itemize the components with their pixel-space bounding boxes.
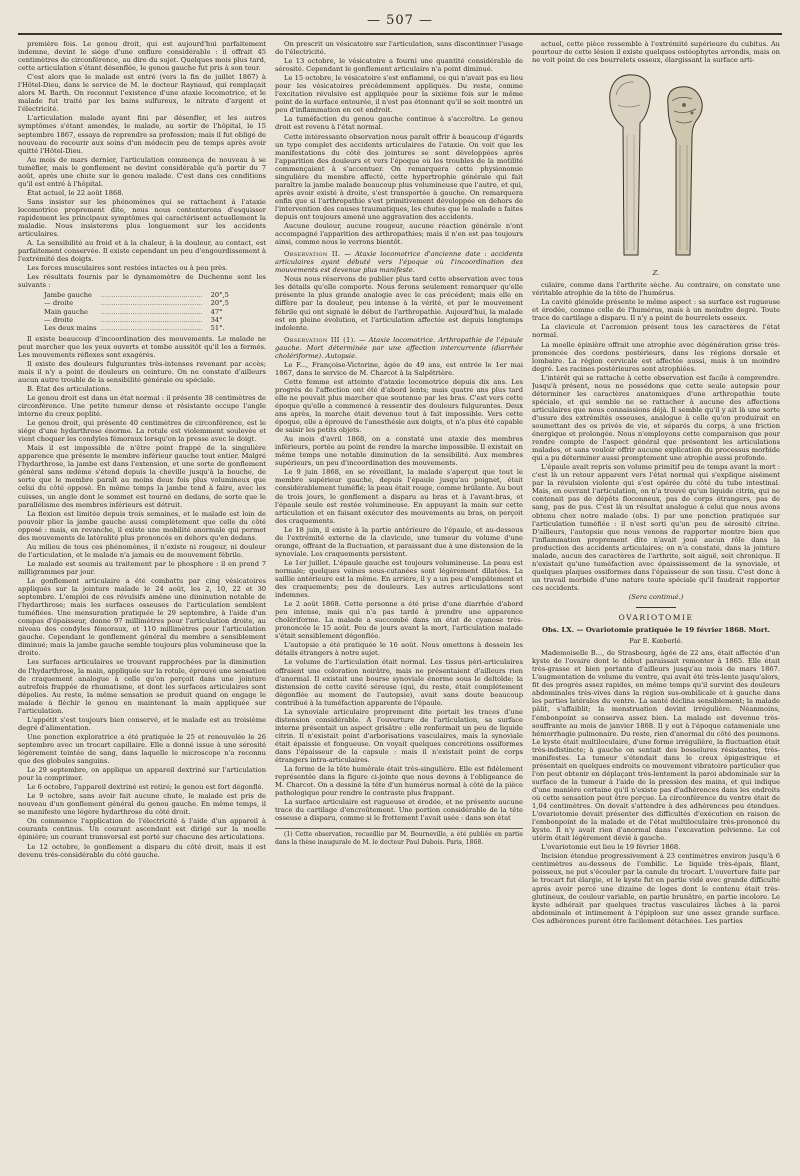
measure-row: [42, 308, 231, 316]
paragraph: Le 2 août 1868. Cette personne a été prise d'une diarrhée d'abord peu intense, mais qui n'a pas tardé à prendre une apparence cholériforme. La malade a succombé dans un état de cyanose très-prononcée le 15 août. Peu de jours avant la mort, l'articulation malade s'était sensiblement dégonflée.: [275, 600, 523, 641]
paragraph: C'est alors que le malade est entré (vers la fin de juillet 1867) à l'Hôtel-Dieu, dans le service de M. le docteur Raynaud, qui remplaçait alors M. Barth. On reconnut l'existence d'une ataxie locomotrice, et le malade fut traité par les bains sulfureux, le nitrate d'argent et l'électricité.: [18, 73, 266, 114]
article-author: Par E. Kœberlé.: [629, 637, 683, 646]
paragraph: Le 1er juillet. L'épaule gauche est toujours volumineuse. La peau est normale; quelques veines sous-cutanées sont légèrement dilatées. La saillie antérieure est la même. En arrière, il y a un peu d'empâtement et des craquements; peu de douleurs. Les autres articulations sont indemnes.: [275, 558, 523, 600]
measure-label: — droite: [44, 299, 74, 308]
measure-label: Jambe gauche: [44, 291, 92, 300]
leader-dots: ................................................: [100, 307, 203, 316]
observation-2-label: Observation II.: [284, 250, 341, 259]
paragraph: actuel, cette pièce ressemble à l'extrémité supérieure du cubitus. Au pourtour de cette lésion il existe quelques ostéophytes arrondis, mais on ne voit point de ces bourrelets osseux, élargissant la surface arti-: [532, 40, 780, 65]
paragraph: Le F..., Françoise-Victorine, âgée de 49 ans, est entrée le 1er mai 1867, dans le service de M. Charcot à la Salpêtrière.: [275, 360, 523, 377]
column-2: [275, 40, 523, 1168]
measure-row: [42, 291, 231, 299]
paragraph: Sans insister sur les phénomènes qui se rattachent à l'ataxie locomotrice proprement dite, nous nous contenterons d'esquisser rapidement les principaux symptômes qui caractérisent actuellement la maladie. Nous insisterons plus longuement sur les accidents articulaires.: [18, 197, 266, 239]
measure-value: 20°,5: [210, 299, 229, 308]
paragraph: Mais il est impossible de n'être point frappé de la singulière apparence que présente le membre inférieur gauche tout entier. Malgré l'hydarthrose, la jambe est dans l'extension, et une sorte de gonflement général sans œdème s'étend depuis la cheville jusqu'à la bouche, de sorte que le membre paraît au moins deux fois plus volumineux que celui du côté opposé. En même temps la jambe tend à faire, avec les cuisses, un angle dont le sommet est tourné en dedans, de sorte que le parallélisme des membres inférieurs est détruit.: [18, 444, 266, 509]
paragraph: La flexion est limitée depuis trois semaines, et le malade est loin de pouvoir plier la jambe gauche aussi complètement que celle du côté opposé : mais, en revanche, il existe une mobilité anormale qui permet des mouvements de latéralité plus prononcés en dehors qu'en dedans.: [18, 509, 266, 542]
observation-3-title: — Ataxie locomotrice. Arthropathie de l'épaule gauche. Mort déterminée par une affection intercurrente (diarrhée cholériforme). Autopsie.: [275, 335, 523, 360]
paragraph: La clavicule et l'acromion présent tous les caractères de l'état normal.: [532, 323, 780, 340]
paragraph: Le 29 septembre, on applique un appareil dextriné sur l'articulation pour la comprimer.: [18, 766, 266, 783]
leader-dots: ................................................: [100, 323, 203, 332]
paragraph: première fois. Le genou droit, qui est aujourd'hui parfaitement indemne, devint le siége d'une enflure considérable : il offrait 45 centimètres de circonférence, au dire du sujet. Quelques mois plus tard, cette articulation s'étant désenflée, le genou gauche fut pris à son tour.: [18, 40, 266, 73]
paragraph: La moelle épinière offrait une atrophie avec dégénération grise très-prononcée des cordons postérieurs, dans les régions dorsale et lombaire. La région cervicale est affectée aussi, mais à un moindre degré. Les racines postérieures sont atrophiées.: [532, 340, 780, 373]
observation-60-heading: Obs. LX. — Ovariotomie pratiquée le 19 février 1868. Mort.: [541, 626, 771, 635]
diseased-humerus-head: [668, 87, 703, 255]
paragraph: Le 15 octobre, le vésicatoire s'est enflammé, ce qui n'avait pas eu lieu pour les vésicatoires précédemment appliqués. Du reste, comme l'excitation révulsive est appliquée pour la sixième fois sur le même point de la surface entourée, il n'est pas étonnant qu'il se soit montré un peu d'inflammation en cet endroit.: [275, 74, 523, 115]
measure-value: 34°: [210, 315, 223, 324]
paragraph: La cavité glénoïde présente le même aspect : sa surface est rugueuse et érodée, comme celle de l'humérus, mais à un moindre degré. Toute trace de cartilage a disparu. Il n'y a point de bourrelets osseux.: [532, 298, 780, 323]
paragraph: Les résultats fournis par le dynamomètre de Duchenne sont les suivants :: [18, 273, 266, 290]
humerus-figure: [596, 65, 716, 265]
paragraph: La surface articulaire est rugueuse et érodée, et ne présente aucune trace du cartilage d'encroûtement. Une portion considérable de la tête osseuse a disparu, comme si le frottement l'avait usée : dans son état: [275, 798, 523, 823]
col1-paragraphs-b: [18, 335, 266, 859]
col2-paragraphs-a: [275, 40, 523, 246]
paragraph: Incision étendue progressivement à 23 centimètres environ jusqu'à 6 centimètres au-dessous de l'ombilic. Le liquide très-épais, filant, poisseux, ne put s'écouler par la canule du trocart. L'ouverture faite par le trocart fut élargie, et le kyste fut en partie vidé avec grande difficulté après avoir percé une dizaine de loges dont le contenu était très-glutineux, de couleur variable, en partie brunâtre, en partie incolore. Le kyste adhérait par quelques tractus vasculaires lâches à la paroi abdominale et intimement à l'épiploon sur une assez grande surface. Ces adhérences purent être facilement détachées. Les parties: [532, 852, 780, 925]
measure-value: 51°.: [210, 323, 225, 332]
leader-dots: ................................................: [100, 315, 203, 324]
paragraph: Nous nous réservons de publier plus tard cette observation avec tous les détails qu'elle comporte. Nous ferons seulement remarquer qu'elle présente la plus grande analogie avec le cas précédent; mais elle en diffère par la douleur, peu intense à la vérité, et par le mouvement fébrile qui ont signalé le début de l'arthropathie. Aujourd'hui, la malade est en pleine évolution, et l'articulation affectée est depuis longtemps indolente.: [275, 275, 523, 332]
column-1: [18, 40, 266, 1168]
paragraph: B. État des articulations.: [27, 384, 112, 393]
column-3: [532, 40, 780, 1168]
paragraph: L'ovariotomie eut lieu le 19 février 1868.: [541, 843, 681, 852]
paragraph: Aucune douleur, aucune rougeur, aucune réaction générale n'ont accompagné l'apparition des arthropathies; mais il n'en est pas toujours ainsi, comme nous le verrons bientôt.: [275, 222, 523, 247]
paragraph: culaire, comme dans l'arthrite sèche. Au contraire, on constate une véritable atrophie de la tête de l'humérus.: [532, 281, 780, 298]
col3-paragraphs-c: [532, 649, 780, 925]
paragraph: Au milieu de tous ces phénomènes, il n'existe ni rougeur, ni douleur de l'articulation, et le malade n'a jamais eu de mouvement fébrile.: [18, 542, 266, 559]
paragraph: Le genou droit, qui présente 40 centimètres de circonférence, est le siége d'une hydarthrose énorme. La rotule est violemment soulevée et vient choquer les condyles fémoraux lorsqu'on la presse avec le doigt.: [18, 419, 266, 444]
paragraph: Cette femme est atteinte d'ataxie locomotrice depuis dix ans. Les progrès de l'affection ont été d'abord lents; mais quatre ans plus tard elle ne pouvait plus marcher que soutenue par les bras. C'est vers cette époque qu'elle a commencé à ressentir des douleurs fulgurantes. Deux ans après, la marche était devenue tout à fait impossible. Vers cette époque, elle a éprouvé de l'anesthésie aux doigts, et n'a plus été capable de saisir les petits objets.: [275, 377, 523, 435]
paragraph: Au mois de mars dernier, l'articulation commença de nouveau à se tuméfier, mais le gonflement ne devint considérable qu'à partir du 7 août, après une chute sur le genou malade. C'est dans ces conditions qu'il est entré à l'hôpital.: [18, 155, 266, 188]
paragraph: Le malade est soumis au traitement par le phosphore : il en prend 7 milligrammes par jour.: [18, 559, 266, 576]
paragraph: La forme de la tête humérale était très-singulière. Elle est fidèlement représentée dans la figure ci-jointe que nous devons à l'obligeance de M. Charcot. On a dessiné la tête d'un humérus normal à côté de la pièce pathologique pour rendre le contraste plus frappant.: [275, 765, 523, 798]
paragraph: Il existe des douleurs fulgurantes très-intenses revenant par accès; mais il n'y a point de douleurs en ceinture. On ne constate d'ailleurs aucun autre trouble de la sensibilité générale ou spéciale.: [18, 359, 266, 384]
leader-dots: ................................................: [100, 291, 203, 300]
paragraph: Le genou droit est dans un état normal : il présente 38 centimètres de circonférence. Une petite tumeur dense et résistante occupe l'angle interne du creux poplité.: [18, 393, 266, 419]
figure-label: Z.: [652, 269, 660, 278]
section-title: OVARIOTOMIE: [618, 613, 694, 623]
paragraph: L'articulation malade ayant fini par désenfler, et les autres symptômes s'étant amendés, le malade, au sortir de l'hôpital, le 15 septembre 1867, essaya de reprendre sa profession; mais il fut obligé de nouveau de recourir aux soins d'un médecin peu de temps après avoir quitté l'Hôtel-Dieu.: [18, 114, 266, 155]
paragraph: Le 13 octobre, le vésicatoire a fourni une quantité considérable de sérosité. Cependant le gonflement articulaire n'a point diminué.: [275, 57, 523, 74]
paragraph: L'épaule avait repris son volume primitif peu de temps avant la mort : c'est là un retour apparent vers l'état normal qui s'explique aisément par la révulsion violente qui s'est opérée du côté du tube intestinal. Mais, en ouvrant l'articulation, on n'a trouvé qu'un liquide citrin, qui ne contenait pas de dépôts floconneux, pas de corps étrangers, pas de sang, pas de pus. C'est là un résultat analogue à celui que nous avons obtenu chez notre malade (obs. I) par une ponction pratiquée sur l'articulation tuméfiée : il n'est sorti qu'un peu de sérosité citrine. D'ailleurs, l'autopsie que nous venons de rapporter montre bien que l'inflammation proprement dite n'avait joué aucun rôle dans la production des accidents articulaires; on n'a constaté, dans la jointure malade, aucun des caractères de l'arthrite, soit aiguë, soit chronique. Il n'existait qu'une tuméfaction avec épaississement de la synoviale, et quelques plaques ossiformes dans l'épaisseur de son tissu. C'est donc à un travail morbide d'une nature toute spéciale qu'il faudrait rapporter ces accidents.: [532, 463, 780, 592]
paragraph: Le 9 juin 1868, en se réveillant, la malade s'aperçut que tout le membre supérieur gauche, depuis l'épaule jusqu'au poignet, était considérablement tuméfié; la peau était rouge, comme brûlante. Au bout de trois jours, le gonflement a disparu au bras et à l'avant-bras, et l'épaule seule est restée volumineuse. En appuyant la main sur cette articulation et en faisant exécuter des mouvements au bras, on perçoit des craquements.: [275, 468, 523, 525]
paragraph: Le volume de l'articulation était normal. Les tissus péri-articulaires offraient une coloration noirâtre, mais ne présentaient d'ailleurs rien d'anormal. Il existait une bourse synoviale énorme sous le deltoïde; la distension de cette cavité séreuse (qui, du reste, était complétement dégonflée au moment de l'autopsie), avait sans doute beaucoup contribué à la tuméfaction apparente de l'épaule.: [275, 658, 523, 707]
leader-dots: ................................................: [100, 299, 203, 308]
paragraph: Le 12 octobre, le gonflement a disparu du côté droit, mais il est devenu très-considérable du côté gauche.: [18, 842, 266, 859]
paragraph: Il existe beaucoup d'incoordination des mouvements. Le malade ne peut marcher que les yeux ouverts et tombe aussitôt qu'il les a fermés. Les mouvements réflexes sont exagérés.: [18, 334, 266, 359]
page-number: — 507 —: [366, 13, 434, 28]
measure-row: [42, 324, 231, 332]
paragraph: État actuel, le 22 août 1868.: [27, 188, 124, 197]
paragraph: Une ponction exploratrice a été pratiquée le 25 et renouvelée le 26 septembre avec un trocart capillaire. Elle a donné issue à une sérosité légèrement teintée de sang, dans laquelle le microscope n'a reconnu que des globules sanguins.: [18, 732, 266, 766]
header-rule: [18, 33, 782, 35]
paragraph: L'intérêt qui se rattache à cette observation est facile à comprendre. Jusqu'à présent, nous ne possédons que cette seule autopsie pour déterminer les caractères anatomiques d'une arthropathie toute spéciale, et qui semble ne se rattacher à aucune des affections articulaires que nous connaissions déjà. Il semble qu'il y ait là une sorte d'usure des extrémités osseuses, analogue à celle qu'on produirait en soumettant des os privés de vie, et séparés du corps, à une friction énergique et prolongée. Nous n'employons cette comparaison que pour rendre compte de l'aspect général que présentent les articulations malades, et sans vouloir offrir aucune explication du processus morbide qui a pu déterminer aussi promptement une atrophie aussi profonde.: [532, 373, 780, 463]
footnote: (1) Cette observation, recueillie par M. Bourneville, a été publiée en partie dans la thèse inaugurale de M. le docteur Paul Dubois. Paris, 1868.: [275, 828, 523, 845]
measure-value: 20°,5: [210, 291, 229, 300]
paragraph: Mademoiselle B..., de Strasbourg, âgée de 22 ans, était affectée d'un kyste de l'ovaire dont le début paraissait remonter à 1865. Elle était très-grasse et bien portante d'ailleurs jusqu'au mois de mars 1867. L'augmentation de volume du ventre, qui avait été très-lente jusqu'alors, fit des progrès assez rapides, en même temps qu'il survint des douleurs abdominales très-vives dans la région sus-ombilicale et à gauche dans les parties latérales du ventre. La santé déclina sensiblement; la malade pâlit, s'affaiblit; la menstruation devint irrégulière. Néanmoins, l'embonpoint se conserva assez bien. La malade est devenue très-souffrante au mois de janvier 1868. Il y eut à l'époque catameniale une hémorrhagie pulmonaire. Du reste, rien d'anormal du côté des poumons. Le kyste était multiloculaire, d'une forme irrégulière, la fluctuation était très-indistincte; à gauche on sentait des bosselures résistantes, très-manifestes. La tumeur s'étendait dans le creux épigastrique et présentait en quelques endroits ce mouvement vibratoire particulier que l'on peut obtenir en déplaçant très-lentement la paroi abdominale sur la surface de la tumeur à l'aide de la pression des mains, et qui indique d'une manière certaine qu'il n'existe pas d'adhérences dans les endroits où cette sensation peut être perçue. La circonférence du ventre était de 1,04 centimètres. On devait s'attendre à des adhérences peu étendues. L'ovariotomie devait présenter des difficultés d'exécution en raison de l'embonpoint de la malade et de l'état multiloculaire très-prononcé du kyste. Il n'y avait rien d'anormal dans l'excavation pelvienne. Le col utérin était légèrement dévié à gauche.: [532, 649, 780, 843]
col2-paragraphs-c: [275, 361, 523, 823]
observation-2-title: — Ataxie locomotrice d'ancienne date : accidents articulaires ayant débuté vers l'époque où l'incoordination des mouvements est devenue plus manifeste.: [275, 250, 523, 275]
dynamometer-table: [42, 291, 231, 331]
section-rule: [636, 607, 676, 608]
col1-paragraphs-a: [18, 40, 266, 289]
paragraph: Le 9 octobre, sans avoir fait aucune chute, le malade est pris de nouveau d'un gonflement général du genou gauche. En même temps, il se manifeste une légère hydarthrose du côté droit.: [18, 792, 266, 817]
paragraph: Au mois d'avril 1868, on a constaté une ataxie des membres inférieurs, portée au point de rendre la marche impossible. Il existait en même temps une notable diminution de la sensibilité. Aux membres supérieurs, un peu d'incoordination des mouvements.: [275, 435, 523, 468]
text-columns: [18, 40, 782, 1168]
measure-label: — droite: [44, 315, 74, 324]
col3-paragraphs-b: [532, 281, 780, 592]
measure-row: [42, 316, 231, 324]
paragraph: Le 18 juin, il existe à la partie antérieure de l'épaule, et au-dessous de l'extrémité externe de la clavicule, une tumeur du volume d'une orange, offrant de la fluctuation, et paraissant due à une distension de la synoviale. Les craquements persistent.: [275, 525, 523, 558]
continued-note: (Sera continué.): [628, 592, 684, 601]
observation-3-heading: [275, 336, 523, 360]
paragraph: L'autopsie a été pratiquée le 16 août. Nous omettons à dessein les détails étrangers à notre sujet.: [275, 641, 523, 658]
paragraph: La synoviale articulaire proprement dite portait les traces d'une distension considérable. A l'ouverture de l'articulation, sa surface interne présentait un aspect grisâtre : elle renfermait un peu de liquide citrin. Il n'existait point d'arborisations vasculaires, mais la synoviale était épaissie et fongueuse. On voyait quelques concrétions ossiformes dans l'épaisseur de la capsule : mais il n'existait point de corps étrangers intra-articulaires.: [275, 707, 523, 765]
paragraph: Le 6 octobre, l'appareil dextriné est retiré; le genou est fort dégonflé.: [27, 783, 264, 792]
paragraph: Cette intéressante observation nous paraît offrir à beaucoup d'égards un type complet des accidents articulaires de l'ataxie. On voit que les manifestations du côté des jointures se sont développées après l'apparition des douleurs et vers l'époque où les troubles de la motilité commençaient à s'accentuer. On remarquera cette physionomie singulière du membre affecté, cette hypertrophie générale qui fait paraître la jambe malade beaucoup plus volumineuse que l'autre, et qui, après avoir existé à droite, s'est transportée à gauche. On remarquera enfin que si l'arthropathie s'est primitivement développée en dehors de l'intervention des causes traumatiques, les chutes que le malade a faites depuis ont toujours amené une aggravation des accidents.: [275, 132, 523, 221]
paragraph: Les forces musculaires sont restées intactes ou à peu près.: [27, 264, 228, 273]
measure-value: 47°: [210, 307, 223, 316]
paragraph: On prescrit un vésicatoire sur l'articulation, sans discontinuer l'usage de l'électricité.: [275, 40, 523, 57]
col3-paragraphs-a: [532, 40, 780, 64]
measure-label: Main gauche: [44, 307, 88, 316]
measure-row: [42, 299, 231, 307]
col2-paragraphs-b: [275, 275, 523, 331]
observation-2-heading: [275, 250, 523, 274]
paragraph: La tuméfaction du genou gauche continue à s'accroître. Le genou droit est revenu à l'état normal.: [275, 115, 523, 132]
measure-label: Les deux mains: [44, 323, 97, 332]
observation-3-label: Observation III (1).: [284, 335, 356, 344]
paragraph: Les surfaces articulaires se trouvant rapprochées par la diminution de l'hydarthrose, la main, appliquée sur la rotule, éprouvé une sensation de craquement analogue à celle qu'on perçoit dans une jointure autrefois frappée de rhumatisme, et dont les surfaces articulaires sont dépolies. Au reste, la même sensation se produit quand on engage le malade à fléchir le genou en maintenant la main appliquée sur l'articulation.: [18, 658, 266, 715]
paragraph: On commence l'application de l'électricité à l'aide d'un appareil à courants continus. Un courant ascendant est dirigé sur la moelle épinière; un courant transversal est porté sur chacune des articulations.: [18, 817, 266, 842]
normal-humerus-head: [610, 75, 650, 255]
paragraph: A. La sensibilité au froid et à la chaleur, à la douleur, au contact, est parfaitement conservée. Il existe cependant un peu d'engourdissement à l'extrémité des doigts.: [18, 239, 266, 264]
paragraph: Le gonflement articulaire a été combattu par cinq vésicatoires appliqués sur la jointure malade le 24 août, les 2, 10, 22 et 30 septembre. L'emploi de ces révulsifs amène une diminution notable de l'hydarthrose; mais les surfaces osseuses de l'articulation semblent tuméfiées. Une mensuration pratiquée le 29 septembre, à l'aide d'un compas d'épaisseur, donne 97 millimètres pour l'articulation droite, au niveau des condyles fémoraux, et 110 millimètres pour l'articulation gauche. Cependant le gonflement général du membre a sensiblement diminué; mais la jambe gauche semble toujours plus volumineuse que la droite.: [18, 577, 266, 658]
paragraph: L'appétit s'est toujours bien conservé, et le malade est au troisième degré d'alimentation.: [18, 715, 266, 732]
